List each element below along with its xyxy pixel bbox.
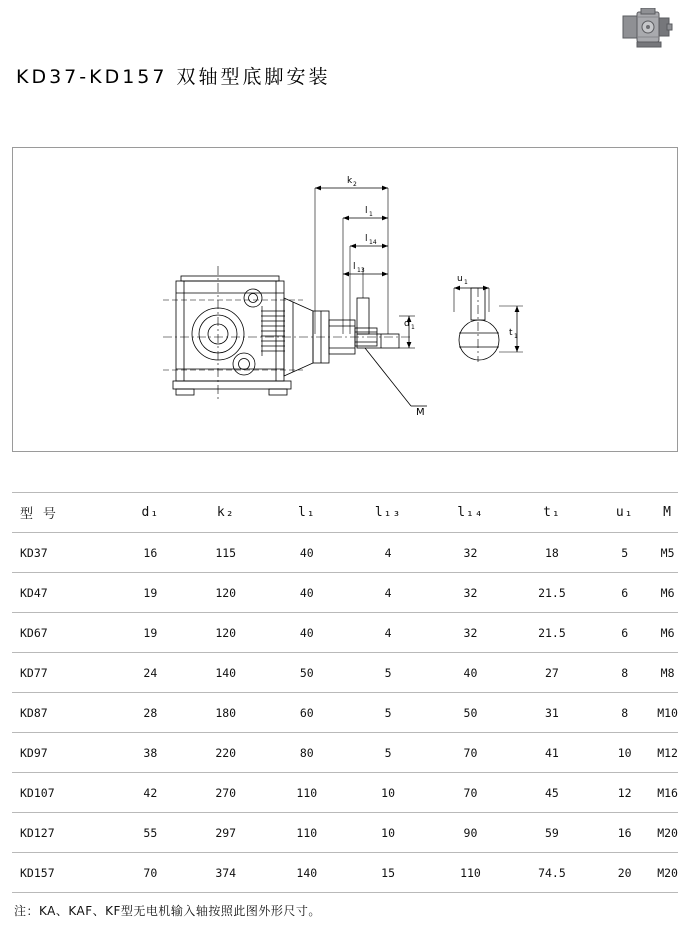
cell-t1: 41 [512, 733, 593, 773]
cell-m: M6 [657, 613, 678, 653]
gearbox-dimension-drawing [13, 148, 677, 451]
label-l1: l [365, 206, 368, 216]
table-row [12, 613, 678, 653]
drawing-frame [12, 147, 678, 452]
cell-t1: 27 [512, 653, 593, 693]
svg-text:1: 1 [369, 211, 373, 218]
column-header-t1: t₁ [512, 493, 593, 533]
cell-t1: 21.5 [512, 613, 593, 653]
cell-model: KD67 [12, 613, 116, 653]
footnote: 注：KA、KAF、KF型无电机输入轴按照此图外形尺寸。 [14, 904, 321, 918]
cell-model: KD87 [12, 693, 116, 733]
svg-text:1: 1 [514, 333, 518, 340]
column-header-d1: d₁ [116, 493, 185, 533]
cell-model: KD47 [12, 573, 116, 613]
cell-k2: 120 [185, 613, 267, 653]
table-row [12, 693, 678, 733]
cell-m: M20 [657, 813, 678, 853]
cell-model: KD157 [12, 853, 116, 893]
cell-l13: 15 [347, 853, 429, 893]
table-row [12, 653, 678, 693]
cell-d1: 19 [116, 613, 185, 653]
cell-d1: 16 [116, 533, 185, 573]
cell-l14: 90 [429, 813, 511, 853]
cell-l14: 32 [429, 533, 511, 573]
cell-u1: 12 [592, 773, 657, 813]
table-row [12, 533, 678, 573]
label-k2: k [347, 176, 353, 186]
label-l13: l [353, 262, 356, 272]
label-t1: t [509, 328, 513, 338]
cell-k2: 270 [185, 773, 267, 813]
cell-d1: 24 [116, 653, 185, 693]
cell-l1: 40 [267, 573, 347, 613]
cell-l14: 32 [429, 613, 511, 653]
cell-u1: 10 [592, 733, 657, 773]
cell-l13: 10 [347, 773, 429, 813]
cell-m: M20 [657, 853, 678, 893]
cell-l1: 110 [267, 813, 347, 853]
column-header-l14: l₁₄ [429, 493, 511, 533]
cell-k2: 115 [185, 533, 267, 573]
svg-text:1: 1 [411, 324, 415, 331]
cell-d1: 38 [116, 733, 185, 773]
cell-l14: 32 [429, 573, 511, 613]
table-row [12, 813, 678, 853]
cell-m: M5 [657, 533, 678, 573]
cell-model: KD97 [12, 733, 116, 773]
svg-text:14: 14 [369, 239, 377, 246]
column-header-model: 型 号 [12, 493, 116, 533]
cell-k2: 180 [185, 693, 267, 733]
cell-d1: 55 [116, 813, 185, 853]
table-header-row [12, 493, 678, 533]
cell-m: M8 [657, 653, 678, 693]
cell-u1: 8 [592, 693, 657, 733]
table-row [12, 733, 678, 773]
cell-l14: 50 [429, 693, 511, 733]
label-m: M [416, 407, 425, 418]
cell-l1: 60 [267, 693, 347, 733]
cell-t1: 59 [512, 813, 593, 853]
cell-model: KD37 [12, 533, 116, 573]
svg-text:1: 1 [464, 279, 468, 286]
cell-u1: 6 [592, 573, 657, 613]
cell-model: KD127 [12, 813, 116, 853]
column-header-l13: l₁₃ [347, 493, 429, 533]
cell-k2: 120 [185, 573, 267, 613]
cell-u1: 6 [592, 613, 657, 653]
cell-d1: 28 [116, 693, 185, 733]
table-row [12, 573, 678, 613]
cell-t1: 18 [512, 533, 593, 573]
cell-model: KD107 [12, 773, 116, 813]
table-row [12, 773, 678, 813]
table-row [12, 853, 678, 893]
cell-l13: 4 [347, 533, 429, 573]
cell-m: M16 [657, 773, 678, 813]
cell-l13: 5 [347, 693, 429, 733]
cell-l14: 110 [429, 853, 511, 893]
cell-m: M10 [657, 693, 678, 733]
cell-t1: 31 [512, 693, 593, 733]
cell-l13: 4 [347, 573, 429, 613]
cell-l13: 5 [347, 653, 429, 693]
cell-t1: 21.5 [512, 573, 593, 613]
specification-table [12, 492, 678, 893]
cell-l13: 10 [347, 813, 429, 853]
column-header-l1: l₁ [267, 493, 347, 533]
label-l14: l [365, 234, 368, 244]
cell-t1: 74.5 [512, 853, 593, 893]
cell-d1: 19 [116, 573, 185, 613]
cell-l14: 70 [429, 773, 511, 813]
cell-l1: 40 [267, 533, 347, 573]
label-d1: d [404, 319, 410, 329]
label-u1: u [457, 274, 463, 284]
column-header-k2: k₂ [185, 493, 267, 533]
cell-k2: 297 [185, 813, 267, 853]
cell-u1: 8 [592, 653, 657, 693]
gearbox-icon [621, 8, 673, 50]
svg-text:2: 2 [353, 181, 357, 188]
cell-l1: 140 [267, 853, 347, 893]
cell-u1: 5 [592, 533, 657, 573]
cell-d1: 70 [116, 853, 185, 893]
cell-k2: 220 [185, 733, 267, 773]
cell-m: M12 [657, 733, 678, 773]
cell-l13: 4 [347, 613, 429, 653]
cell-l1: 50 [267, 653, 347, 693]
cell-l13: 5 [347, 733, 429, 773]
page-title: KD37-KD157 双轴型底脚安装 [16, 66, 331, 88]
cell-l14: 40 [429, 653, 511, 693]
cell-m: M6 [657, 573, 678, 613]
column-header-m: M [657, 493, 678, 533]
cell-t1: 45 [512, 773, 593, 813]
cell-model: KD77 [12, 653, 116, 693]
cell-l1: 80 [267, 733, 347, 773]
cell-k2: 374 [185, 853, 267, 893]
svg-text:13: 13 [357, 267, 365, 274]
cell-u1: 20 [592, 853, 657, 893]
column-header-u1: u₁ [592, 493, 657, 533]
cell-u1: 16 [592, 813, 657, 853]
cell-k2: 140 [185, 653, 267, 693]
cell-d1: 42 [116, 773, 185, 813]
cell-l1: 110 [267, 773, 347, 813]
cell-l14: 70 [429, 733, 511, 773]
cell-l1: 40 [267, 613, 347, 653]
